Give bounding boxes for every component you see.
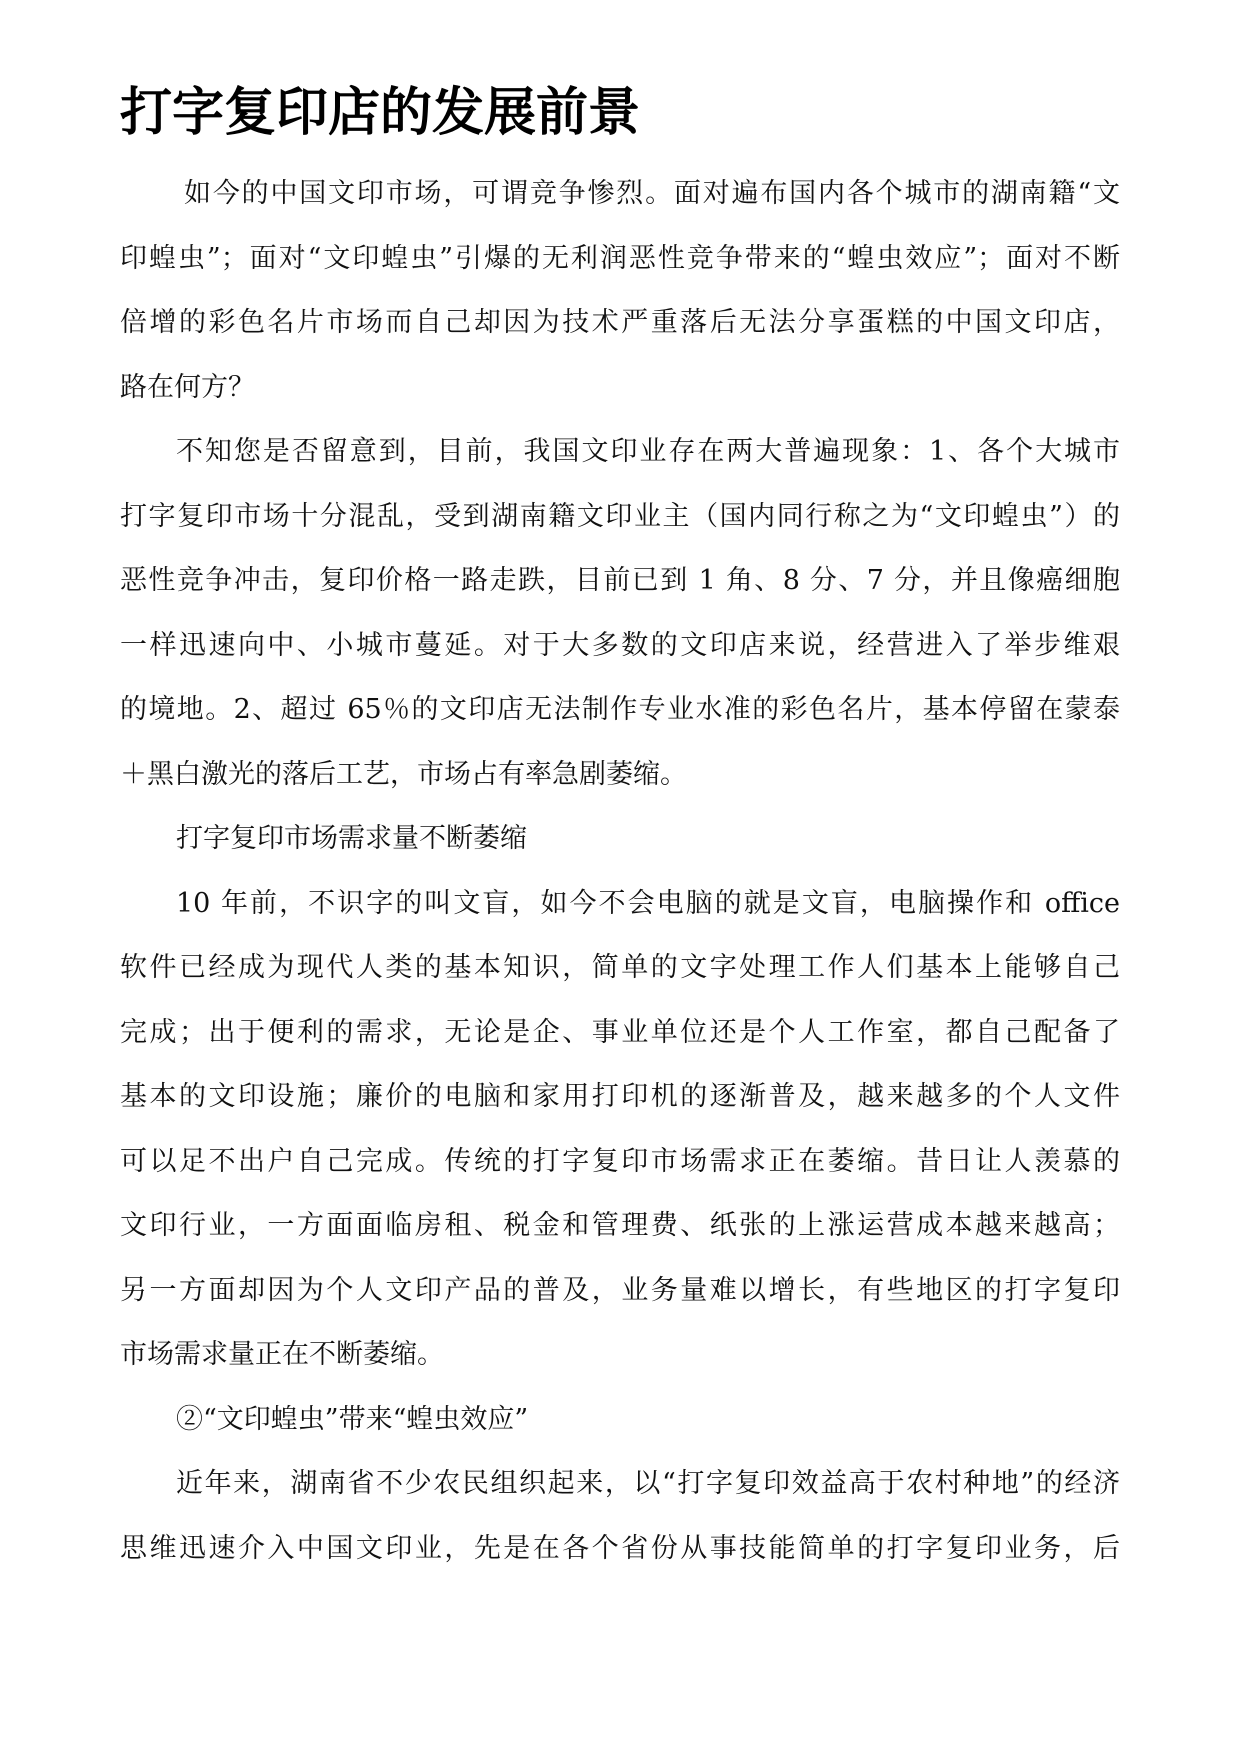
paragraph-line: 完成；出于便利的需求，无论是企、事业单位还是个人工作室，都自己配备了: [120, 1016, 1120, 1048]
paragraph-line: 基本的文印设施；廉价的电脑和家用打印机的逐渐普及，越来越多的个人文件: [120, 1081, 1120, 1112]
paragraph-line: 恶性竞争冲击，复印价格一路走跌，目前已到 1 角、8 分、7 分，并且像癌细胞: [120, 565, 1120, 596]
paragraph-line: 文印行业，一方面面临房租、税金和管理费、纸张的上涨运营成本越来越高；: [120, 1210, 1120, 1241]
paragraph-line: 另一方面却因为个人文印产品的普及，业务量难以增长，有些地区的打字复印: [120, 1274, 1120, 1306]
paragraph-line: 软件已经成为现代人类的基本知识，简单的文字处理工作人们基本上能够自己: [120, 952, 1120, 983]
paragraph-line: 思维迅速介入中国文印业，先是在各个省份从事技能简单的打字复印业务，后: [120, 1532, 1120, 1564]
paragraph-line: 路在何方？: [120, 371, 255, 403]
paragraph-line: 市场需求量正在不断萎缩。: [120, 1339, 444, 1370]
paragraph-line: 近年来，湖南省不少农民组织起来，以“打字复印效益高于农村种地”的经济: [176, 1468, 1120, 1499]
document-title: 打字复印店的发展前景: [120, 83, 641, 143]
paragraph-line: 10 年前，不识字的叫文盲，如今不会电脑的就是文盲，电脑操作和 office: [176, 887, 1120, 919]
paragraph-line: 的境地。2、超过 65％的文印店无法制作专业水准的彩色名片，基本停留在蒙泰: [120, 694, 1120, 725]
paragraph-line: 可以足不出户自己完成。传统的打字复印市场需求正在萎缩。昔日让人羡慕的: [120, 1145, 1120, 1177]
paragraph-line: 如今的中国文印市场，可谓竞争惨烈。面对遍布国内各个城市的湖南籍“文: [184, 178, 1120, 209]
paragraph-line: 印蝗虫”；面对“文印蝗虫”引爆的无利润恶性竞争带来的“蝗虫效应”；面对不断: [120, 242, 1120, 274]
section-heading: 打字复印市场需求量不断萎缩: [176, 823, 527, 854]
section-heading: ②“文印蝗虫”带来“蝗虫效应”: [176, 1403, 529, 1435]
paragraph-line: 倍增的彩色名片市场而自己却因为技术严重落后无法分享蛋糕的中国文印店，: [120, 307, 1120, 338]
paragraph-line: 一样迅速向中、小城市蔓延。对于大多数的文印店来说，经营进入了举步维艰: [120, 629, 1120, 661]
paragraph-line: 不知您是否留意到，目前，我国文印业存在两大普遍现象：1、各个大城市: [176, 436, 1120, 467]
paragraph-line: ＋黑白激光的落后工艺，市场占有率急剧萎缩。: [120, 758, 687, 790]
paragraph-line: 打字复印市场十分混乱，受到湖南籍文印业主（国内同行称之为“文印蝗虫”）的: [120, 500, 1120, 532]
document-body: [120, 162, 1120, 1581]
